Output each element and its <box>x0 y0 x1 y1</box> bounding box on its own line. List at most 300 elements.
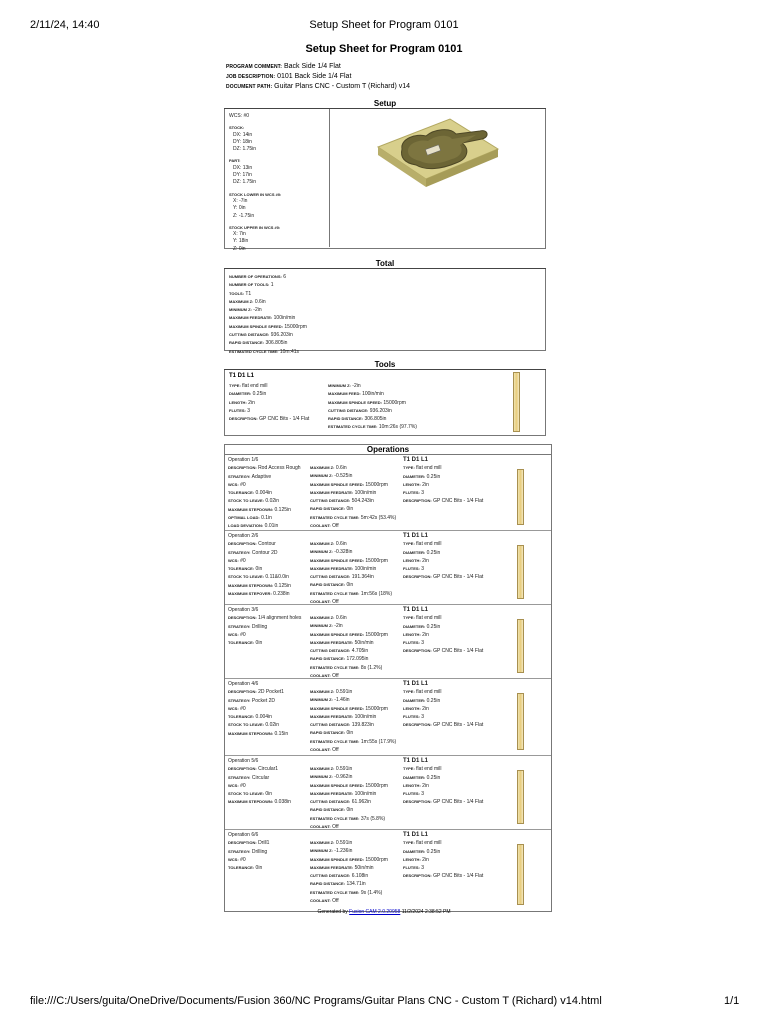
operation-tool <box>403 681 483 730</box>
operation-stat <box>310 505 396 513</box>
tool-spec-label: LENGTH: <box>229 399 247 405</box>
total-row <box>229 273 307 281</box>
operation-stat-value: 1m:56s (18%) <box>360 590 392 597</box>
operation-param <box>228 565 291 573</box>
operation-stat-label: MAXIMUM SPINDLE SPEED: <box>310 782 365 788</box>
operation-tool-spec-label: DESCRIPTION: <box>403 574 432 580</box>
operation-stat <box>310 664 388 672</box>
operation-param-label: TOLERANCE: <box>228 714 255 720</box>
print-file-path: file:///C:/Users/guita/OneDrive/Documents/Fusion 360/NC Programs/Guitar Plans CNC - Custom T (Richard) v14.html <box>30 995 602 1007</box>
operation-tool-image <box>517 469 524 525</box>
operation-tool-spec-label: FLUTES: <box>403 566 420 572</box>
operation-stat-value: 100in/min <box>354 489 377 496</box>
operation-tool-spec-label: FLUTES: <box>403 490 420 496</box>
operation-tool-spec <box>403 765 483 773</box>
operation-stat-label: RAPID DISTANCE: <box>310 807 346 813</box>
setup-stock_upper-value: Y: 18in <box>233 238 249 245</box>
operation-tool-spec-value: flat end mill <box>416 615 442 622</box>
operation-param-value: 0.004in <box>255 490 272 497</box>
operation-stat-value: 0in <box>346 807 354 814</box>
operation-param <box>228 489 301 497</box>
operation-stat-value: 15000rpm <box>365 782 388 789</box>
operation-param-label: MAXIMUM STEPDOWN: <box>228 799 274 805</box>
operation-stat-value: Off <box>332 599 339 606</box>
operation-param-value: 2D Pocket1 <box>258 689 284 696</box>
tool-name: T1 D1 L1 <box>229 373 255 379</box>
operation-tool-spec <box>403 565 483 573</box>
operation-tool-spec-value: GP CNC Bits - 1/4 Flat <box>433 799 484 806</box>
tool-spec-label: DIAMETER: <box>229 391 252 397</box>
operation-stat-value: 172.095in <box>346 656 369 663</box>
operation-stat-label: MAXIMUM Z: <box>310 840 335 845</box>
operation-tool-spec-label: LENGTH: <box>403 631 421 637</box>
operation-tool-spec-value: flat end mill <box>416 541 442 548</box>
meta-value: Back Side 1/4 Flat <box>284 63 341 70</box>
operation-block <box>225 455 551 531</box>
operation-stat-value: 0.6in <box>335 541 347 547</box>
operation-param-value: Circular <box>251 774 270 781</box>
operation-param-value: 0.038in <box>274 799 291 806</box>
operation-tool-spec-value: GP CNC Bits - 1/4 Flat <box>433 574 484 581</box>
operation-stats <box>310 464 396 530</box>
operation-stat <box>310 489 396 497</box>
operation-stat-label: MINIMUM Z: <box>310 697 333 703</box>
operation-block <box>225 679 551 756</box>
operation-param <box>228 549 291 557</box>
setup-stock_upper-value: Z: 0in <box>233 245 246 252</box>
operation-param <box>228 506 301 514</box>
operation-stat <box>310 705 396 713</box>
operation-stat-value: 0in <box>346 582 354 589</box>
operation-param-label: STRATEGY: <box>228 848 251 854</box>
operation-stats <box>310 765 388 831</box>
total-row <box>229 339 307 347</box>
setup-stock_lower-label: STOCK LOWER IN WCS #0: <box>229 191 282 197</box>
operation-stat-label: MINIMUM Z: <box>310 623 333 629</box>
tool-stat <box>328 390 417 398</box>
operation-tool-spec-label: DIAMETER: <box>403 774 426 780</box>
total-row <box>229 306 307 314</box>
operation-tool-spec-value: flat end mill <box>416 840 442 847</box>
operation-tool-spec <box>403 464 483 472</box>
setup-stock_lower-value: Y: 0in <box>233 205 246 212</box>
operation-stat-value: Off <box>332 523 339 530</box>
operation-stat <box>310 738 396 746</box>
operation-param <box>228 639 301 647</box>
operation-tool-spec <box>403 557 483 565</box>
tool-specs <box>229 382 309 423</box>
operation-param-label: STOCK TO LEAVE: <box>228 498 265 504</box>
operation-tool-spec-value: 0.25in <box>426 549 441 556</box>
setup-stock-value: DY: 18in <box>233 138 252 145</box>
operation-tool-image <box>517 619 524 673</box>
operation-tool-spec-label: FLUTES: <box>403 640 420 646</box>
operation-tool <box>403 832 483 881</box>
operation-stat-label: CUTTING DISTANCE: <box>310 873 351 879</box>
setup-stock_upper-value: X: 7in <box>233 231 246 238</box>
operation-stat-label: MAXIMUM FEEDRATE: <box>310 565 354 571</box>
operation-tool-spec-value: 2in <box>422 705 429 712</box>
operation-param-label: WCS: <box>228 557 239 563</box>
tool-spec <box>229 399 309 407</box>
operation-param-label: DESCRIPTION: <box>228 840 257 846</box>
operation-stat-value: 100in/min <box>354 565 377 572</box>
operation-stat-label: RAPID DISTANCE: <box>310 730 346 736</box>
operation-tool-spec-value: 2in <box>422 782 429 789</box>
operation-tool-spec-value: flat end mill <box>416 689 442 696</box>
operation-stat <box>310 746 396 754</box>
operation-stat-label: ESTIMATED CYCLE TIME: <box>310 738 360 744</box>
operation-stat-label: MAXIMUM SPINDLE SPEED: <box>310 631 365 637</box>
tool-stat-value: 936.203in <box>369 407 392 414</box>
operation-stat-value: 0.591in <box>335 766 353 772</box>
operation-stat-value: -0.328in <box>334 549 353 556</box>
operation-stat-label: RAPID DISTANCE: <box>310 881 346 887</box>
operations-box <box>224 455 552 912</box>
operation-left <box>228 457 301 531</box>
operation-stat-value: Off <box>332 898 339 905</box>
operation-stat-value: 61.962in <box>351 799 371 806</box>
operation-stat-value: 50in/min <box>354 864 374 871</box>
total-row-value: 306.805in <box>265 340 288 347</box>
setup-part-value: DX: 13in <box>233 164 253 171</box>
operation-param-label: MAXIMUM STEPDOWN: <box>228 730 274 736</box>
operation-param-label: DESCRIPTION: <box>228 465 257 471</box>
operation-stat-label: COOLANT: <box>310 523 331 529</box>
operation-tool-spec-label: TYPE: <box>403 465 415 471</box>
operation-tool-spec <box>403 573 483 581</box>
meta-row <box>226 72 410 82</box>
operation-stat-value: -1.236in <box>334 848 353 855</box>
operation-stat-label: MAXIMUM SPINDLE SPEED: <box>310 557 365 563</box>
operation-tool-spec-label: DESCRIPTION: <box>403 498 432 504</box>
operation-stat-label: MAXIMUM FEEDRATE: <box>310 713 354 719</box>
operation-param-label: STRATEGY: <box>228 774 251 780</box>
operation-tool-spec-label: DIAMETER: <box>403 697 426 703</box>
total-section <box>224 259 546 355</box>
tool-spec-value: 2in <box>248 399 255 406</box>
operation-stat-value: 37s (5.8%) <box>360 815 386 822</box>
operation-stat-value: 0in <box>346 506 354 513</box>
operation-param-value: 0.02in <box>265 722 280 729</box>
operation-stat-value: 15000rpm <box>365 557 388 564</box>
tool-stat-label: MAXIMUM FEED: <box>328 391 361 397</box>
operation-tool-spec-value: flat end mill <box>416 465 442 472</box>
operation-tool-image <box>517 770 524 824</box>
print-datetime: 2/11/24, 14:40 <box>30 19 100 31</box>
operation-tool-spec <box>403 721 483 729</box>
operation-stat-value: 100in/min <box>354 790 377 797</box>
operation-tool-spec <box>403 688 483 696</box>
operation-stat <box>310 889 388 897</box>
operation-stat <box>310 806 388 814</box>
generated-line <box>0 909 768 915</box>
total-row-value: 15000rpm <box>284 323 307 330</box>
operation-title: Operation 4/6 <box>228 681 259 687</box>
operation-param-value: 0.004in <box>255 714 272 721</box>
operation-stat-value: 1m:55s (17.9%) <box>360 738 397 745</box>
operation-stat-label: MAXIMUM FEEDRATE: <box>310 639 354 645</box>
operation-param-value: 0.11&0.0in <box>265 574 289 581</box>
operation-param-label: MAXIMUM STEPDOWN: <box>228 582 274 588</box>
operation-tool-spec <box>403 872 483 880</box>
operation-param-value: #0 <box>240 481 246 488</box>
operation-param-value: 0.1in <box>261 515 272 522</box>
page-title: Setup Sheet for Program 0101 <box>305 43 463 55</box>
operation-tool-spec-value: 3 <box>421 566 425 573</box>
operation-stat-label: MAXIMUM SPINDLE SPEED: <box>310 856 365 862</box>
tools-heading: Tools <box>224 360 546 370</box>
operation-param-value: 0.01in <box>264 523 279 530</box>
operation-param-label: MAXIMUM STEPDOWN: <box>228 506 274 512</box>
setup-section <box>224 99 546 252</box>
operation-param-value: #0 <box>240 856 246 863</box>
operation-stat-value: 15000rpm <box>365 856 388 863</box>
operation-tool-spec-value: GP CNC Bits - 1/4 Flat <box>433 873 484 880</box>
operation-tool-spec <box>403 864 483 872</box>
operation-param <box>228 721 288 729</box>
operation-stat-label: ESTIMATED CYCLE TIME: <box>310 664 360 670</box>
operation-tool-spec <box>403 540 483 548</box>
operation-tool-spec-value: 3 <box>421 865 425 872</box>
operation-tool-spec-value: 0.25in <box>426 848 441 855</box>
operation-param-value: 0in <box>255 640 263 647</box>
operation-tool-spec-label: FLUTES: <box>403 791 420 797</box>
operation-stat-value: 0.6in <box>335 615 347 621</box>
operation-param-label: DESCRIPTION: <box>228 766 257 772</box>
tool-spec-value: 0.25in <box>252 391 267 398</box>
total-row-label: TOOLS: <box>229 290 245 296</box>
operation-stat-value: 15000rpm <box>365 631 388 638</box>
operation-param <box>228 514 301 522</box>
operation-stat-label: COOLANT: <box>310 747 331 753</box>
meta-label: PROGRAM COMMENT: <box>226 64 283 70</box>
operation-param <box>228 848 269 856</box>
total-row-value: 10m:41s <box>279 348 300 355</box>
operations-section <box>224 444 552 912</box>
operation-tool-spec-label: DESCRIPTION: <box>403 648 432 654</box>
operation-stat <box>310 880 388 888</box>
meta-value: Guitar Plans CNC - Custom T (Richard) v14 <box>274 83 411 90</box>
operation-param-label: DESCRIPTION: <box>228 615 257 621</box>
operation-tool-spec-label: LENGTH: <box>403 856 421 862</box>
operation-stat <box>310 798 388 806</box>
operation-stat-label: RAPID DISTANCE: <box>310 656 346 662</box>
operation-stat-label: MAXIMUM FEEDRATE: <box>310 489 354 495</box>
fusion-cam-link[interactable]: Fusion CAM 2.0.20958 <box>349 909 401 915</box>
total-row-value: 936.203in <box>270 332 293 339</box>
operation-stat-value: 9s (1.4%) <box>360 889 383 896</box>
total-row-label: NUMBER OF TOOLS: <box>229 282 270 288</box>
operation-stat-value: 0.6in <box>335 465 347 471</box>
operation-param <box>228 765 291 773</box>
meta-label: DOCUMENT PATH: <box>226 84 273 90</box>
operation-stat <box>310 856 388 864</box>
operation-param-label: WCS: <box>228 782 239 788</box>
operation-param <box>228 590 291 598</box>
operation-stat <box>310 872 388 880</box>
operation-stat-label: ESTIMATED CYCLE TIME: <box>310 590 360 596</box>
operation-tool-name: T1 D1 L1 <box>403 758 429 764</box>
operation-tool-spec <box>403 782 483 790</box>
setup-box <box>224 109 546 252</box>
operation-stat <box>310 565 392 573</box>
operation-stat-label: COOLANT: <box>310 824 331 830</box>
tool-stat <box>328 415 417 423</box>
operation-left <box>228 832 269 872</box>
total-row-value: 0.6in <box>254 298 266 305</box>
tools-section <box>224 360 546 436</box>
operation-param <box>228 522 301 530</box>
setup-stock_upper-label: STOCK UPPER IN WCS #0: <box>229 224 281 230</box>
operation-param-value: 0.238in <box>273 591 290 598</box>
setup-part-value: DZ: 1.75in <box>233 179 257 186</box>
operation-param-value: #0 <box>240 782 246 789</box>
operation-stat <box>310 729 396 737</box>
operation-tool-spec-value: 3 <box>421 791 425 798</box>
operation-tool-image <box>517 844 524 905</box>
meta-row <box>226 62 410 72</box>
operation-tool-spec <box>403 614 483 622</box>
operation-stat-value: Off <box>332 824 339 831</box>
operation-tool-spec <box>403 713 483 721</box>
operation-param <box>228 582 291 590</box>
tool-spec <box>229 407 309 415</box>
operation-param-label: WCS: <box>228 856 239 862</box>
operation-param-value: 0in <box>255 566 263 573</box>
operation-tool-spec-label: TYPE: <box>403 689 415 695</box>
operation-tool-spec-value: 0.25in <box>426 623 441 630</box>
tool-spec <box>229 382 309 390</box>
operation-left <box>228 681 288 738</box>
meta-row <box>226 82 410 92</box>
operation-tool-spec <box>403 473 483 481</box>
tool-spec-value: GP CNC Bits - 1/4 Flat <box>259 416 310 423</box>
operation-tool-spec <box>403 549 483 557</box>
operation-tool <box>403 758 483 807</box>
operation-param-value: 0in <box>265 791 273 798</box>
operation-stat-value: Off <box>332 673 339 680</box>
operation-param <box>228 705 288 713</box>
total-row-label: MAXIMUM FEEDRATE: <box>229 315 273 321</box>
operation-param <box>228 774 291 782</box>
tools-box <box>224 370 546 436</box>
operation-param <box>228 614 301 622</box>
operation-param <box>228 473 301 481</box>
operation-stat-value: 15000rpm <box>365 705 388 712</box>
operation-block <box>225 830 551 911</box>
total-row-value: T1 <box>245 290 252 297</box>
operation-stat <box>310 548 392 556</box>
operation-param <box>228 631 301 639</box>
setup-part-value: DY: 17in <box>233 172 252 179</box>
operation-tool-spec <box>403 798 483 806</box>
operation-param-label: TOLERANCE: <box>228 865 255 871</box>
tool-stat <box>328 382 417 390</box>
operation-tool-spec <box>403 497 483 505</box>
operation-tool-spec-label: DESCRIPTION: <box>403 722 432 728</box>
operation-param <box>228 782 291 790</box>
operation-left <box>228 758 291 807</box>
operation-tool-spec-value: 2in <box>422 856 429 863</box>
operation-stat-value: -0.525in <box>334 473 353 480</box>
tool-spec-label: TYPE: <box>229 383 241 388</box>
operation-param-value: 1/4 alignment holes <box>258 615 302 622</box>
operation-param-value: Adaptive <box>251 473 272 480</box>
tool-stat-value: 306.805in <box>364 416 387 423</box>
operation-param-label: WCS: <box>228 481 239 487</box>
operation-stat-label: CUTTING DISTANCE: <box>310 574 351 580</box>
operation-tool-spec-value: 2in <box>422 557 429 564</box>
tool-spec-label: DESCRIPTION: <box>229 416 258 422</box>
operation-tool-spec <box>403 481 483 489</box>
operation-title: Operation 6/6 <box>228 832 259 838</box>
operation-tool-image <box>517 693 524 750</box>
tool-stat-value: -2in <box>352 383 361 389</box>
tool-stat-value: 100in/min <box>362 391 384 398</box>
operation-tool-name: T1 D1 L1 <box>403 457 429 463</box>
total-box <box>224 269 546 355</box>
operation-param-value: Circular1 <box>258 766 279 773</box>
operation-tool-spec-value: 2in <box>422 631 429 638</box>
operation-tool-spec-value: flat end mill <box>416 766 442 773</box>
operation-stat-label: MINIMUM Z: <box>310 549 333 555</box>
tool-spec-value: 3 <box>247 407 251 414</box>
operation-stat <box>310 514 396 522</box>
operation-tool-spec <box>403 790 483 798</box>
operation-tool-spec <box>403 848 483 856</box>
operation-tool-spec <box>403 697 483 705</box>
operation-tool-spec-label: LENGTH: <box>403 481 421 487</box>
setup-stock_lower-value: Z: -1.75in <box>233 212 255 219</box>
operation-left <box>228 607 301 647</box>
operation-stat <box>310 696 396 704</box>
operation-tool-spec <box>403 639 483 647</box>
operation-stat <box>310 631 388 639</box>
operation-stat-label: ESTIMATED CYCLE TIME: <box>310 889 360 895</box>
print-page-number: 1/1 <box>724 995 740 1007</box>
total-row <box>229 281 307 289</box>
operation-stat-value: 100in/min <box>354 713 377 720</box>
operation-stat-value: 4.705in <box>351 648 369 655</box>
operation-stat-value: 134.71in <box>346 881 366 888</box>
operation-param <box>228 497 301 505</box>
operation-stat-value: 15000rpm <box>365 481 388 488</box>
total-row-value: 1 <box>270 282 274 289</box>
operation-tool-spec-value: GP CNC Bits - 1/4 Flat <box>433 498 484 505</box>
total-row <box>229 323 307 331</box>
total-row-value: -2in <box>253 307 262 314</box>
operation-param-value: Rod Access Rough <box>258 465 301 472</box>
operation-param <box>228 688 288 696</box>
operation-stat-value: 6.108in <box>351 873 369 880</box>
total-row <box>229 348 307 356</box>
total-row-label: CUTTING DISTANCE: <box>229 332 270 338</box>
operation-tool-spec <box>403 647 483 655</box>
meta-value: 0101 Back Side 1/4 Flat <box>277 73 352 80</box>
tool-stats <box>328 382 417 432</box>
operation-param-label: TOLERANCE: <box>228 640 255 646</box>
operation-param <box>228 730 288 738</box>
operation-param <box>228 790 291 798</box>
operation-tool-name: T1 D1 L1 <box>403 681 429 687</box>
operation-stat <box>310 721 396 729</box>
operation-stat-label: ESTIMATED CYCLE TIME: <box>310 514 360 520</box>
tool-stat-value: 15000rpm <box>383 399 406 406</box>
operation-stat-value: 8s (1.2%) <box>360 664 383 671</box>
tool-stat <box>328 423 417 431</box>
operation-tool <box>403 607 483 656</box>
